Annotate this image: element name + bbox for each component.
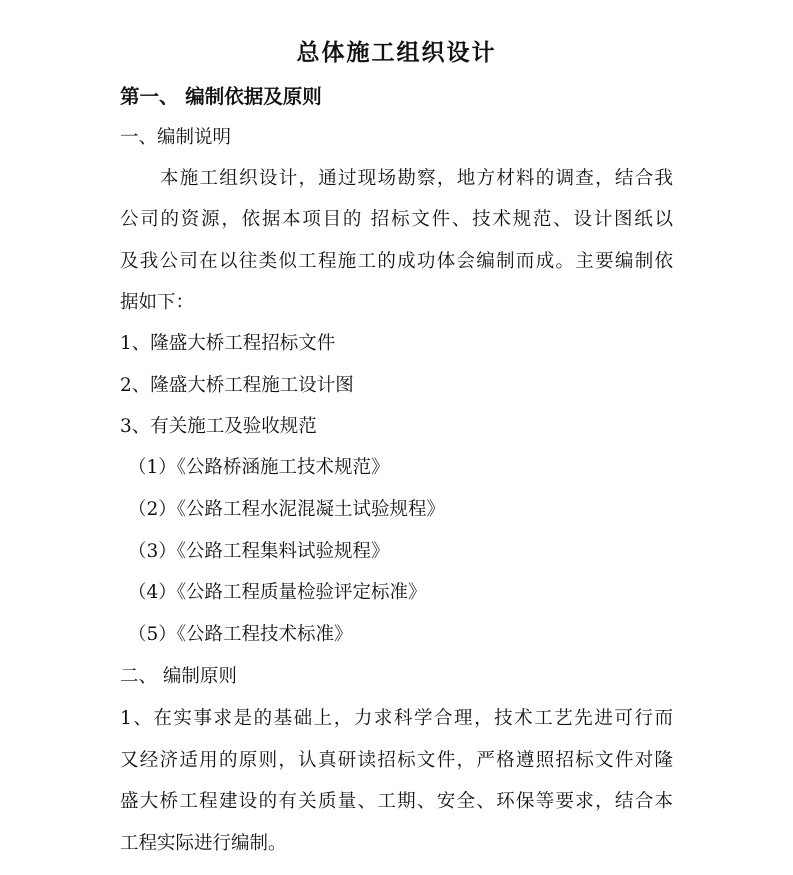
paragraph-line: 又经济适用的原则，认真研读招标文件，严格遵照招标文件对隆	[120, 750, 673, 771]
spec-item: （2）《公路工程水泥混凝土试验规程》	[128, 499, 446, 520]
paragraph-line: 据如下：	[120, 292, 195, 313]
section-heading-compilation-notes: 一、编制说明	[120, 127, 232, 148]
paragraph-line: 公司的资源，依据本项目的 招标文件、技术规范、设计图纸以	[120, 209, 673, 230]
basis-item: 3、有关施工及验收规范	[120, 416, 317, 437]
spec-item: （4）《公路工程质量检验评定标准》	[128, 582, 427, 603]
paragraph-line: 1、在实事求是的基础上，力求科学合理，技术工艺先进可行而	[120, 708, 673, 729]
basis-item: 2、隆盛大桥工程施工设计图	[120, 375, 354, 396]
document-title: 总体施工组织设计	[296, 40, 497, 66]
spec-item: （3）《公路工程集料试验规程》	[128, 541, 390, 562]
section-heading-principles: 二、 编制原则	[120, 666, 237, 687]
spec-item: （1）《公路桥涵施工技术规范》	[128, 457, 390, 478]
paragraph-line: 本施工组织设计，通过现场勘察，地方材料的调查，结合我	[160, 168, 673, 189]
paragraph-line: 及我公司在以往类似工程施工的成功体会编制而成。主要编制依	[120, 251, 673, 272]
paragraph-line: 盛大桥工程建设的有关质量、工期、安全、环保等要求，结合本	[120, 791, 673, 812]
chapter-heading: 第一、 编制依据及原则	[120, 85, 322, 108]
paragraph-line: 工程实际进行编制。	[120, 833, 287, 854]
spec-item: （5）《公路工程技术标准》	[128, 624, 353, 645]
basis-item: 1、隆盛大桥工程招标文件	[120, 333, 336, 354]
